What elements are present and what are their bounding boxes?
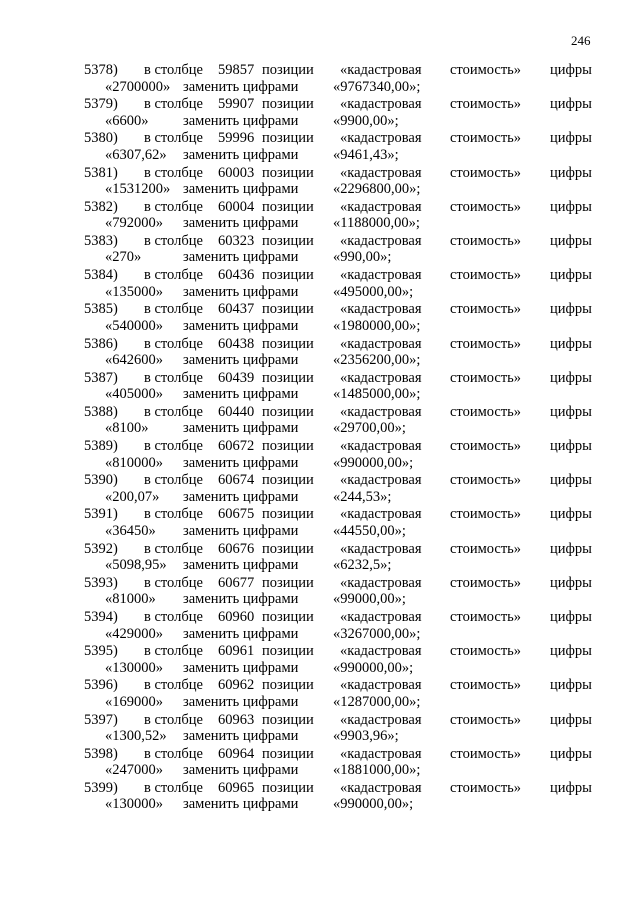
old-value: «247000» [105, 762, 163, 779]
old-value: «405000» [105, 386, 163, 403]
column-code: 59996 [218, 130, 255, 147]
entry-line-1 [0, 267, 640, 284]
digits-word: цифры [550, 540, 592, 557]
value-word: стоимость» [450, 369, 522, 386]
entry-number: 5396) [84, 677, 118, 694]
new-value: «990000,00»; [333, 659, 414, 676]
value-word: стоимость» [450, 130, 522, 147]
entry-line-2 [0, 489, 640, 506]
old-value: «642600» [105, 352, 163, 368]
digits-word: цифры [550, 62, 592, 78]
position-word: позиции [262, 403, 314, 420]
entry-line-2 [0, 728, 640, 745]
entry-line-2 [0, 318, 640, 335]
value-word: стоимость» [450, 472, 522, 489]
value-word: стоимость» [450, 745, 522, 762]
old-value: «6307,62» [105, 146, 167, 163]
new-value: «99000,00»; [333, 591, 406, 608]
new-value: «990000,00»; [333, 454, 414, 471]
position-word: позиции [262, 745, 314, 762]
old-value: «36450» [105, 522, 156, 539]
entry-number: 5381) [84, 164, 118, 181]
digits-word: цифры [550, 232, 592, 249]
digits-word: цифры [550, 301, 592, 318]
column-code: 60677 [218, 574, 255, 591]
list-item [0, 301, 640, 335]
position-word: позиции [262, 164, 314, 181]
digits-word: цифры [550, 403, 592, 420]
digits-word: цифры [550, 609, 592, 625]
entry-line-2 [0, 352, 640, 369]
entry-line-2 [0, 557, 640, 574]
entry-line-1 [0, 712, 640, 729]
old-value: «200,07» [105, 488, 160, 505]
list-item [0, 677, 640, 711]
value-word: стоимость» [450, 438, 522, 455]
list-item [0, 472, 640, 506]
replace-phrase: заменить цифрами [183, 796, 299, 813]
entry-number: 5386) [84, 335, 118, 352]
column-code: 60438 [218, 335, 255, 352]
entry-number: 5390) [84, 472, 118, 489]
entry-line-2 [0, 181, 640, 198]
column-code: 60964 [218, 745, 255, 762]
new-value: «244,53»; [333, 488, 392, 505]
column-prefix: в столбце [144, 403, 203, 420]
cadastral-word: «кадастровая [340, 609, 422, 625]
list-item [0, 130, 640, 164]
column-prefix: в столбце [144, 62, 203, 78]
new-value: «6232,5»; [333, 557, 392, 574]
replace-phrase: заменить цифрами [183, 181, 299, 198]
page-number: 246 [571, 33, 591, 48]
column-code: 60004 [218, 198, 255, 215]
new-value: «990,00»; [333, 249, 392, 266]
column-prefix: в столбце [144, 130, 203, 147]
entry-number: 5388) [84, 403, 118, 420]
position-word: позиции [262, 711, 314, 728]
column-prefix: в столбце [144, 779, 203, 796]
entry-line-1 [0, 233, 640, 250]
cadastral-word: «кадастровая [340, 335, 422, 352]
digits-word: цифры [550, 677, 592, 694]
column-code: 60323 [218, 232, 255, 249]
column-code: 59857 [218, 62, 255, 78]
digits-word: цифры [550, 745, 592, 762]
entry-line-1 [0, 96, 640, 113]
entry-number: 5380) [84, 130, 118, 147]
new-value: «29700,00»; [333, 420, 406, 437]
list-item [0, 96, 640, 130]
new-value: «9903,96»; [333, 728, 399, 745]
new-value: «1881000,00»; [333, 762, 421, 779]
entry-line-2 [0, 113, 640, 130]
replace-phrase: заменить цифрами [183, 659, 299, 676]
column-prefix: в столбце [144, 96, 203, 113]
entry-number: 5379) [84, 96, 118, 113]
cadastral-word: «кадастровая [340, 643, 422, 660]
old-value: «2700000» [105, 78, 171, 95]
replace-phrase: заменить цифрами [183, 386, 299, 403]
old-value: «130000» [105, 659, 163, 676]
new-value: «1980000,00»; [333, 317, 421, 334]
value-word: стоимость» [450, 232, 522, 249]
new-value: «1188000,00»; [333, 215, 420, 232]
entry-line-1 [0, 575, 640, 592]
list-item [0, 746, 640, 780]
entry-line-2 [0, 660, 640, 677]
entry-line-1 [0, 746, 640, 763]
old-value: «6600» [105, 112, 149, 129]
old-value: «81000» [105, 591, 156, 608]
new-value: «9900,00»; [333, 112, 399, 129]
column-code: 60440 [218, 403, 255, 420]
new-value: «2356200,00»; [333, 352, 421, 368]
digits-word: цифры [550, 438, 592, 455]
old-value: «810000» [105, 454, 163, 471]
value-word: стоимость» [450, 677, 522, 694]
column-code: 60675 [218, 506, 255, 523]
digits-word: цифры [550, 643, 592, 660]
entry-number: 5389) [84, 438, 118, 455]
column-prefix: в столбце [144, 335, 203, 352]
entry-line-1 [0, 541, 640, 558]
digits-word: цифры [550, 164, 592, 181]
column-code: 60003 [218, 164, 255, 181]
value-word: стоимость» [450, 164, 522, 181]
digits-word: цифры [550, 779, 592, 796]
position-word: позиции [262, 574, 314, 591]
old-value: «1531200» [105, 181, 171, 198]
cadastral-word: «кадастровая [340, 301, 422, 318]
list-item [0, 506, 640, 540]
column-code: 60674 [218, 472, 255, 489]
cadastral-word: «кадастровая [340, 96, 422, 113]
replace-phrase: заменить цифрами [183, 352, 299, 368]
cadastral-word: «кадастровая [340, 369, 422, 386]
entry-line-1 [0, 780, 640, 797]
old-value: «792000» [105, 215, 163, 232]
replace-phrase: заменить цифрами [183, 215, 299, 232]
value-word: стоимость» [450, 267, 522, 284]
position-word: позиции [262, 232, 314, 249]
digits-word: цифры [550, 267, 592, 284]
entry-number: 5392) [84, 540, 118, 557]
column-prefix: в столбце [144, 472, 203, 489]
position-word: позиции [262, 643, 314, 660]
cadastral-word: «кадастровая [340, 130, 422, 147]
value-word: стоимость» [450, 301, 522, 318]
value-word: стоимость» [450, 779, 522, 796]
replace-phrase: заменить цифрами [183, 591, 299, 608]
list-item [0, 712, 640, 746]
list-item [0, 438, 640, 472]
digits-word: цифры [550, 574, 592, 591]
position-word: позиции [262, 540, 314, 557]
column-code: 60963 [218, 711, 255, 728]
replace-phrase: заменить цифрами [183, 283, 299, 300]
entry-line-2 [0, 796, 640, 813]
position-word: позиции [262, 301, 314, 318]
position-word: позиции [262, 609, 314, 625]
list-item [0, 541, 640, 575]
old-value: «540000» [105, 317, 163, 334]
new-value: «1485000,00»; [333, 386, 421, 403]
entry-number: 5395) [84, 643, 118, 660]
entry-line-2 [0, 420, 640, 437]
replace-phrase: заменить цифрами [183, 249, 299, 266]
position-word: позиции [262, 62, 314, 78]
replace-phrase: заменить цифрами [183, 112, 299, 129]
list-item [0, 404, 640, 438]
cadastral-word: «кадастровая [340, 472, 422, 489]
cadastral-word: «кадастровая [340, 438, 422, 455]
entry-line-1 [0, 336, 640, 353]
entry-number: 5378) [84, 62, 118, 78]
cadastral-word: «кадастровая [340, 779, 422, 796]
entry-line-1 [0, 472, 640, 489]
column-prefix: в столбце [144, 711, 203, 728]
old-value: «135000» [105, 283, 163, 300]
entry-line-1 [0, 677, 640, 694]
column-prefix: в столбце [144, 267, 203, 284]
list-item [0, 199, 640, 233]
entry-number: 5398) [84, 745, 118, 762]
cadastral-word: «кадастровая [340, 745, 422, 762]
entry-number: 5397) [84, 711, 118, 728]
column-prefix: в столбце [144, 301, 203, 318]
column-code: 60965 [218, 779, 255, 796]
digits-word: цифры [550, 506, 592, 523]
entry-number: 5384) [84, 267, 118, 284]
entry-line-2 [0, 79, 640, 96]
replace-phrase: заменить цифрами [183, 420, 299, 437]
old-value: «1300,52» [105, 728, 167, 745]
value-word: стоимость» [450, 609, 522, 625]
column-prefix: в столбце [144, 609, 203, 625]
entry-line-2 [0, 284, 640, 301]
new-value: «2296800,00»; [333, 181, 421, 198]
column-prefix: в столбце [144, 643, 203, 660]
position-word: позиции [262, 506, 314, 523]
position-word: позиции [262, 198, 314, 215]
replace-phrase: заменить цифрами [183, 762, 299, 779]
entry-line-2 [0, 626, 640, 643]
position-word: позиции [262, 472, 314, 489]
cadastral-word: «кадастровая [340, 711, 422, 728]
position-word: позиции [262, 677, 314, 694]
column-code: 60960 [218, 609, 255, 625]
entry-line-1 [0, 643, 640, 660]
cadastral-word: «кадастровая [340, 677, 422, 694]
replace-phrase: заменить цифрами [183, 728, 299, 745]
list-item [0, 233, 640, 267]
column-prefix: в столбце [144, 506, 203, 523]
value-word: стоимость» [450, 96, 522, 113]
position-word: позиции [262, 369, 314, 386]
column-prefix: в столбце [144, 574, 203, 591]
new-value: «9767340,00»; [333, 78, 421, 95]
entry-line-2 [0, 591, 640, 608]
entry-line-2 [0, 249, 640, 266]
entry-number: 5391) [84, 506, 118, 523]
cadastral-word: «кадастровая [340, 403, 422, 420]
replace-phrase: заменить цифрами [183, 488, 299, 505]
list-item [0, 609, 640, 643]
entry-line-2 [0, 762, 640, 779]
value-word: стоимость» [450, 506, 522, 523]
list-item [0, 370, 640, 404]
column-prefix: в столбце [144, 677, 203, 694]
digits-word: цифры [550, 96, 592, 113]
new-value: «44550,00»; [333, 522, 406, 539]
old-value: «169000» [105, 693, 163, 710]
value-word: стоимость» [450, 198, 522, 215]
column-code: 60961 [218, 643, 255, 660]
list-item [0, 267, 640, 301]
cadastral-word: «кадастровая [340, 540, 422, 557]
entry-line-1 [0, 301, 640, 318]
old-value: «8100» [105, 420, 149, 437]
value-word: стоимость» [450, 540, 522, 557]
replace-phrase: заменить цифрами [183, 454, 299, 471]
replace-phrase: заменить цифрами [183, 522, 299, 539]
list-item [0, 575, 640, 609]
new-value: «9461,43»; [333, 146, 399, 163]
cadastral-word: «кадастровая [340, 232, 422, 249]
old-value: «270» [105, 249, 142, 266]
value-word: стоимость» [450, 574, 522, 591]
entry-number: 5393) [84, 574, 118, 591]
position-word: позиции [262, 267, 314, 284]
column-prefix: в столбце [144, 745, 203, 762]
digits-word: цифры [550, 130, 592, 147]
column-prefix: в столбце [144, 540, 203, 557]
entry-number: 5383) [84, 232, 118, 249]
entry-line-2 [0, 215, 640, 232]
entry-number: 5399) [84, 779, 118, 796]
replace-phrase: заменить цифрами [183, 146, 299, 163]
entry-line-1 [0, 130, 640, 147]
old-value: «130000» [105, 796, 163, 813]
replace-phrase: заменить цифрами [183, 317, 299, 334]
entry-line-1 [0, 609, 640, 626]
cadastral-word: «кадастровая [340, 267, 422, 284]
column-prefix: в столбце [144, 198, 203, 215]
entry-number: 5382) [84, 198, 118, 215]
entry-line-1 [0, 404, 640, 421]
entry-line-1 [0, 62, 640, 79]
cadastral-word: «кадастровая [340, 62, 422, 78]
column-code: 60439 [218, 369, 255, 386]
entry-number: 5387) [84, 369, 118, 386]
column-code: 60962 [218, 677, 255, 694]
value-word: стоимость» [450, 643, 522, 660]
entry-number: 5385) [84, 301, 118, 318]
entry-line-1 [0, 506, 640, 523]
position-word: позиции [262, 335, 314, 352]
new-value: «495000,00»; [333, 283, 414, 300]
digits-word: цифры [550, 472, 592, 489]
entry-line-2 [0, 455, 640, 472]
entry-line-1 [0, 438, 640, 455]
entries-list [0, 62, 640, 814]
position-word: позиции [262, 130, 314, 147]
entry-line-2 [0, 147, 640, 164]
new-value: «990000,00»; [333, 796, 414, 813]
position-word: позиции [262, 438, 314, 455]
entry-line-2 [0, 386, 640, 403]
column-code: 60672 [218, 438, 255, 455]
cadastral-word: «кадастровая [340, 506, 422, 523]
replace-phrase: заменить цифрами [183, 78, 299, 95]
value-word: стоимость» [450, 335, 522, 352]
old-value: «5098,95» [105, 557, 167, 574]
list-item [0, 780, 640, 814]
column-prefix: в столбце [144, 232, 203, 249]
column-prefix: в столбце [144, 438, 203, 455]
replace-phrase: заменить цифрами [183, 693, 299, 710]
list-item [0, 336, 640, 370]
new-value: «1287000,00»; [333, 693, 421, 710]
column-code: 59907 [218, 96, 255, 113]
column-prefix: в столбце [144, 369, 203, 386]
list-item [0, 165, 640, 199]
old-value: «429000» [105, 625, 163, 642]
column-prefix: в столбце [144, 164, 203, 181]
position-word: позиции [262, 779, 314, 796]
entry-line-1 [0, 165, 640, 182]
column-code: 60437 [218, 301, 255, 318]
column-code: 60676 [218, 540, 255, 557]
entry-number: 5394) [84, 609, 118, 625]
entry-line-2 [0, 523, 640, 540]
list-item [0, 643, 640, 677]
digits-word: цифры [550, 711, 592, 728]
entry-line-1 [0, 199, 640, 216]
entry-line-2 [0, 694, 640, 711]
digits-word: цифры [550, 335, 592, 352]
column-code: 60436 [218, 267, 255, 284]
digits-word: цифры [550, 198, 592, 215]
replace-phrase: заменить цифрами [183, 557, 299, 574]
cadastral-word: «кадастровая [340, 164, 422, 181]
replace-phrase: заменить цифрами [183, 625, 299, 642]
position-word: позиции [262, 96, 314, 113]
new-value: «3267000,00»; [333, 625, 421, 642]
value-word: стоимость» [450, 403, 522, 420]
digits-word: цифры [550, 369, 592, 386]
value-word: стоимость» [450, 711, 522, 728]
cadastral-word: «кадастровая [340, 574, 422, 591]
cadastral-word: «кадастровая [340, 198, 422, 215]
value-word: стоимость» [450, 62, 522, 78]
entry-line-1 [0, 370, 640, 387]
list-item [0, 62, 640, 96]
